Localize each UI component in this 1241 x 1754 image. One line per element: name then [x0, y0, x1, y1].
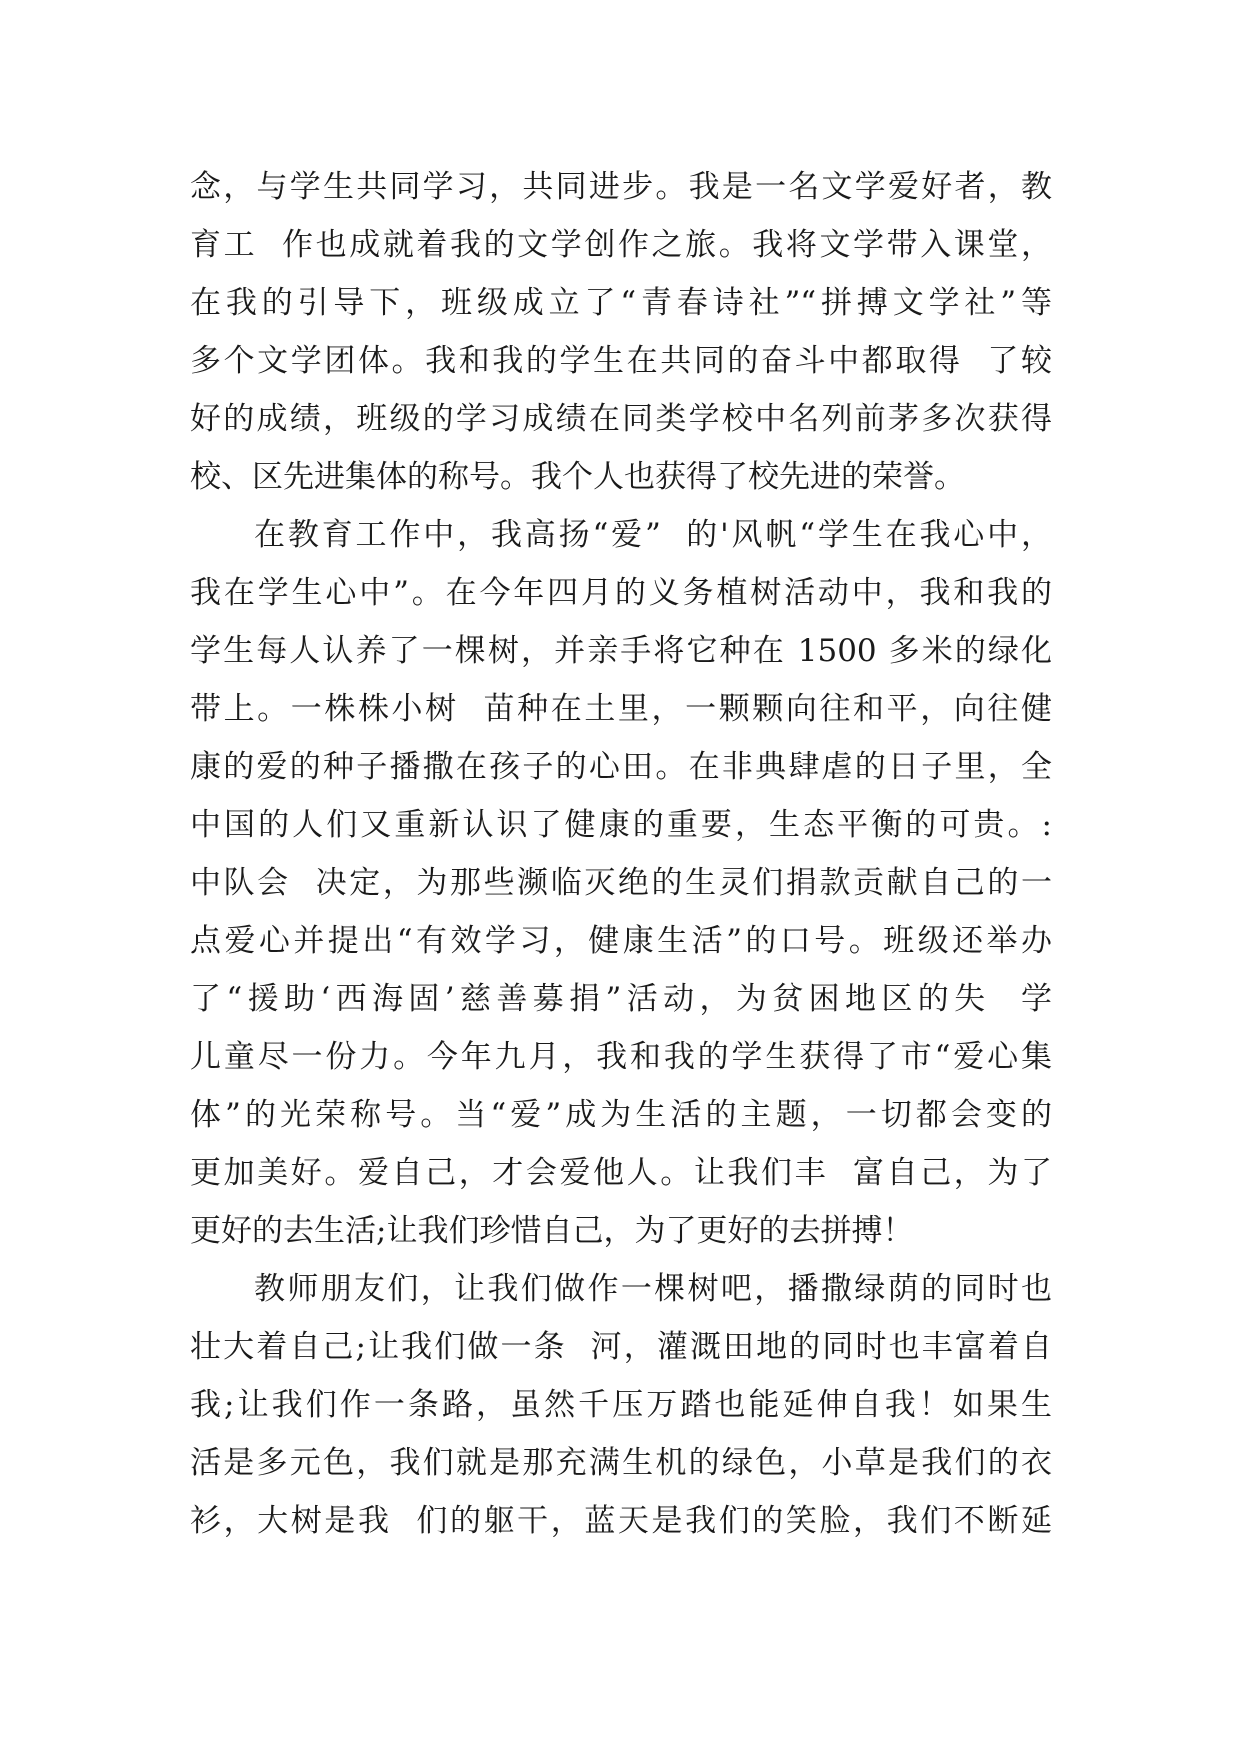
document-body [190, 158, 1052, 1550]
text-line: 中队会 决定，为那些濒临灭绝的生灵们捐款贡献自己的一 [190, 865, 1052, 901]
text-line: 念，与学生共同学习，共同进步。我是一名文学爱好者，教 [190, 169, 1052, 205]
text-line: 育工 作也成就着我的文学创作之旅。我将文学带入课堂， [190, 227, 1052, 263]
text-line: 活是多元色，我们就是那充满生机的绿色，小草是我们的衣 [190, 1445, 1052, 1481]
text-line: 了“援助‘西海固’慈善募捐”活动，为贫困地区的失 学 [190, 981, 1052, 1017]
text-line: 教师朋友们，让我们做作一棵树吧，播撒绿荫的同时也 [254, 1271, 1052, 1307]
text-line: 点爱心并提出“有效学习，健康生活”的口号。班级还举办 [190, 923, 1052, 959]
text-line: 多个文学团体。我和我的学生在共同的奋斗中都取得 了较 [190, 343, 1052, 379]
text-line: 好的成绩，班级的学习成绩在同类学校中名列前茅多次获得 [190, 401, 1052, 437]
paragraph-2 [190, 506, 1052, 1260]
text-line: 中国的人们又重新认识了健康的重要，生态平衡的可贵。: [190, 807, 1052, 843]
text-line: 在教育工作中，我高扬“爱” 的'风帆“学生在我心中， [254, 517, 1052, 553]
text-line: 更加美好。爱自己，才会爱他人。让我们丰 富自己，为了 [190, 1155, 1052, 1191]
paragraph-3 [190, 1260, 1052, 1550]
text-line: 壮大着自己;让我们做一条 河，灌溉田地的同时也丰富着自 [190, 1329, 1052, 1365]
text-line: 我在学生心中”。在今年四月的义务植树活动中，我和我的 [190, 575, 1052, 611]
text-line: 康的爱的种子播撒在孩子的心田。在非典肆虐的日子里，全 [190, 749, 1052, 785]
text-line: 带上。一株株小树 苗种在土里，一颗颗向往和平，向往健 [190, 691, 1052, 727]
text-line: 校、区先进集体的称号。我个人也获得了校先进的荣誉。 [190, 459, 965, 495]
text-line: 更好的去生活;让我们珍惜自己，为了更好的去拼搏！ [190, 1213, 914, 1249]
text-line: 在我的引导下，班级成立了“青春诗社”“拼搏文学社”等 [190, 285, 1052, 321]
text-line: 我;让我们作一条路，虽然千压万踏也能延伸自我！如果生 [190, 1387, 1052, 1423]
text-line: 体”的光荣称号。当“爱”成为生活的主题，一切都会变的 [190, 1097, 1052, 1133]
text-line: 衫，大树是我 们的躯干，蓝天是我们的笑脸，我们不断延 [190, 1503, 1052, 1539]
paragraph-1 [190, 158, 1052, 506]
text-line: 儿童尽一份力。今年九月，我和我的学生获得了市“爱心集 [190, 1039, 1052, 1075]
text-line: 学生每人认养了一棵树，并亲手将它种在 1500 多米的绿化 [190, 633, 1052, 669]
